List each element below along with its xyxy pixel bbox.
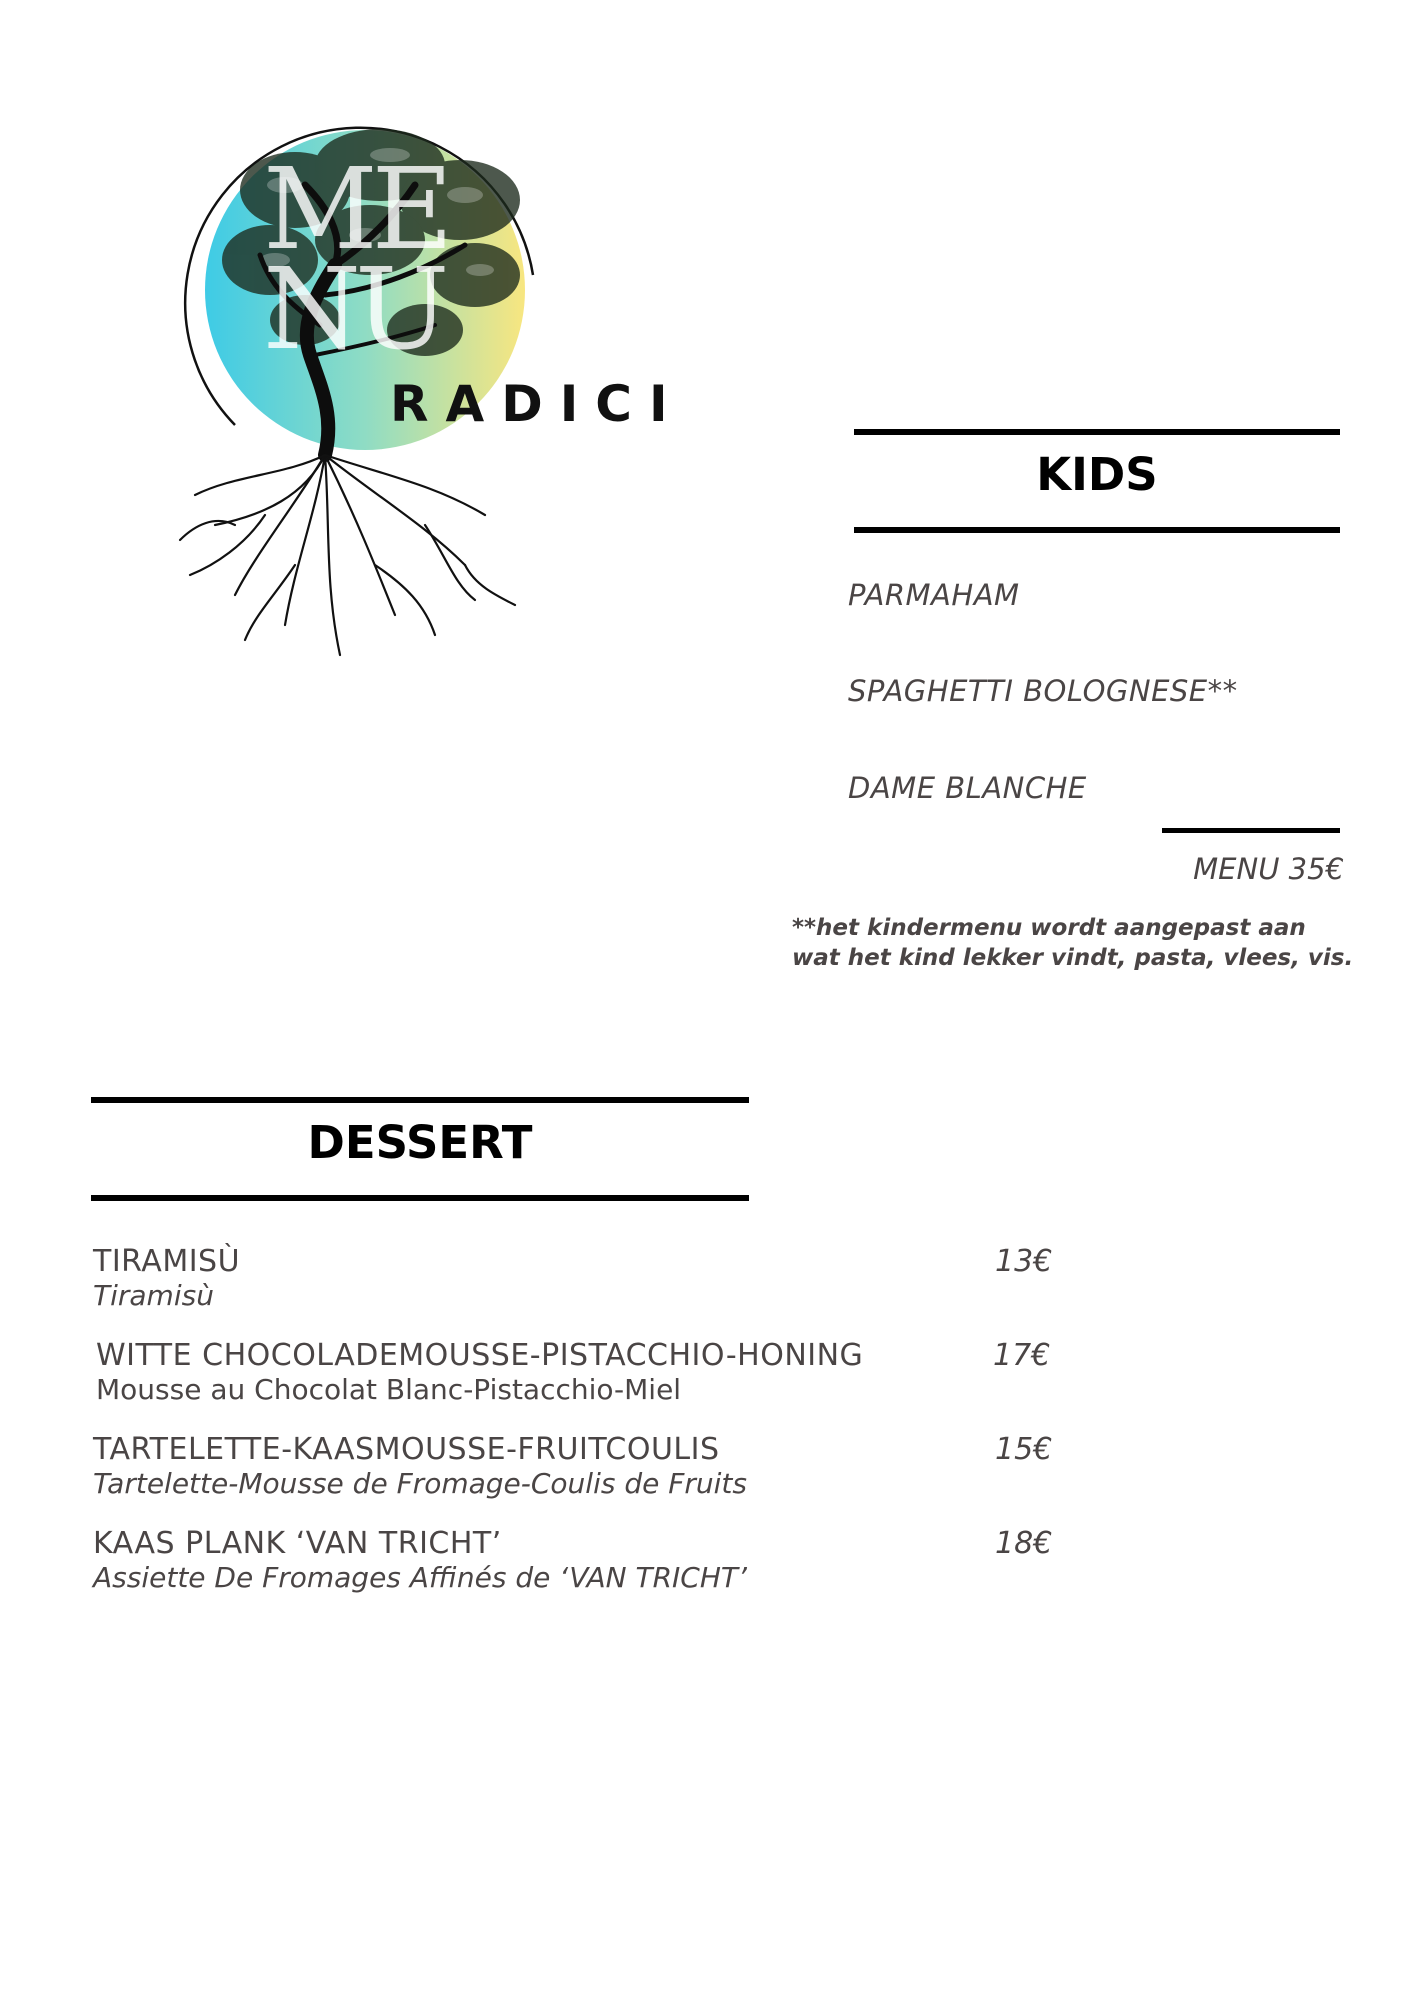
dessert-bottom-rule [91,1195,749,1201]
kids-item-dame-blanche: DAME BLANCHE [848,771,1087,805]
dessert-name: TIRAMISÙ [93,1244,241,1279]
kids-note-line-1: **het kindermenu wordt aangepast aan [792,915,1306,941]
dessert-price: 17€ [993,1338,1051,1373]
kids-note-line-2: wat het kind lekker vindt, pasta, vlees, vis. [792,945,1354,971]
kids-item-parmaham: PARMAHAM [848,578,1020,612]
kids-title: KIDS [1036,448,1158,501]
logo-menu-word: ME NU [263,145,448,375]
dessert-item [96,1338,1051,1406]
radici-logo [175,95,685,675]
dessert-title: DESSERT [307,1116,533,1169]
kids-menu-price: MENU 35€ [1193,852,1344,886]
dessert-subtitle: Tartelette-Mousse de Fromage-Coulis de Fruits [93,1467,747,1500]
logo-brand-name: RADICI [390,375,685,433]
dessert-name: TARTELETTE-KAASMOUSSE-FRUITCOULIS [93,1432,720,1467]
dessert-top-rule [91,1097,749,1103]
dessert-item [93,1432,1053,1500]
dessert-subtitle: Mousse au Chocolat Blanc-Pistacchio-Miel [96,1373,682,1406]
dessert-price: 13€ [995,1244,1053,1279]
dessert-item [93,1244,1053,1312]
kids-bottom-rule [854,527,1340,533]
dessert-name: WITTE CHOCOLADEMOUSSE-PISTACCHIO-HONING [96,1338,864,1373]
dessert-subtitle: Assiette De Fromages Affinés de ‘VAN TRICHT’ [93,1561,747,1594]
dessert-item [93,1526,1053,1594]
dessert-subtitle: Tiramisù [93,1279,214,1312]
kids-item-spaghetti: SPAGHETTI BOLOGNESE** [848,674,1238,708]
dessert-name: KAAS PLANK ‘VAN TRICHT’ [93,1526,502,1561]
kids-top-rule [854,429,1340,435]
dessert-price: 15€ [995,1432,1053,1467]
kids-note [792,913,1353,973]
kids-price-rule [1162,828,1340,833]
dessert-price: 18€ [995,1526,1053,1561]
